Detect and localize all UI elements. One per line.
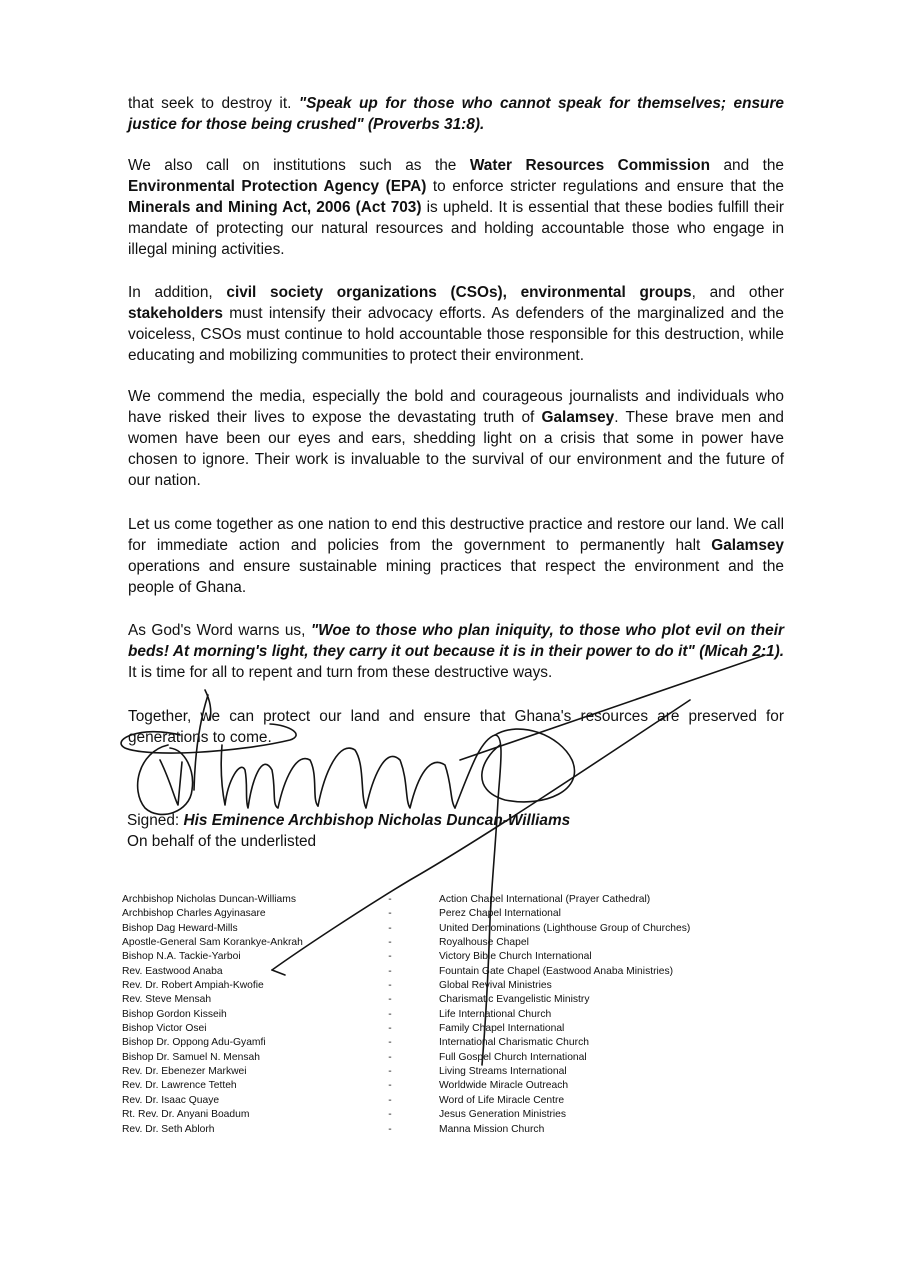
signatory-dash: - xyxy=(388,922,392,934)
paragraph-proverbs xyxy=(128,93,784,135)
signatory-church: Victory Bible Church International xyxy=(439,951,592,963)
p4-bold-galamsey: Galamsey xyxy=(541,409,615,426)
paragraph-media xyxy=(128,386,784,491)
signatory-name: Rev. Dr. Ebenezer Markwei xyxy=(122,1066,247,1078)
signatory-dash: - xyxy=(388,1109,392,1121)
signer-name: His Eminence Archbishop Nicholas Duncan-Williams xyxy=(183,812,571,829)
signatory-churches-column xyxy=(439,893,690,1137)
signature-oval xyxy=(138,745,193,814)
signatory-dash: - xyxy=(388,1008,392,1020)
signatory-name: Bishop Dr. Oppong Adu-Gyamfi xyxy=(122,1037,266,1049)
signatory-name: Rev. Dr. Robert Ampiah-Kwofie xyxy=(122,980,264,992)
p4-text-c: . These brave men and women have been our eyes and ears, shedding light on a crisis that some in power have chosen to ignore. Their work is invaluable to the survival of our environment and the future of our nation. xyxy=(128,409,784,489)
signatory-dash: - xyxy=(388,1123,392,1135)
signatory-name: Rev. Dr. Isaac Quaye xyxy=(122,1094,220,1106)
p2-bold-epa: Environmental Protection Agency (EPA) xyxy=(128,178,427,195)
signatory-dash: - xyxy=(388,1094,392,1106)
paragraph-closing xyxy=(128,706,784,748)
signatory-church: International Charismatic Church xyxy=(439,1037,589,1049)
signatory-dash: - xyxy=(388,1080,392,1092)
p1-intro: that seek to destroy it. xyxy=(128,95,299,112)
p5-text-a: Let us come together as one nation to end this destructive practice and restore our land. We call for immediate action and policies from the government to permanently halt xyxy=(128,516,784,554)
signatory-name: Archbishop Charles Agyinasare xyxy=(122,908,266,920)
signatory-dash: - xyxy=(388,1023,392,1035)
signatory-dash: - xyxy=(388,951,392,963)
on-behalf-line: On behalf of the underlisted xyxy=(127,833,317,850)
signatory-dash: - xyxy=(388,908,392,920)
signatory-dash: - xyxy=(388,965,392,977)
p5-bold-galamsey: Galamsey xyxy=(711,537,784,554)
signed-line xyxy=(127,810,570,831)
signatory-name: Rev. Dr. Lawrence Tetteh xyxy=(122,1080,237,1092)
signatory-dash: - xyxy=(388,937,392,949)
signatory-church: Family Chapel International xyxy=(439,1023,565,1035)
signed-label: Signed: xyxy=(127,812,184,829)
p3-text-d: must intensify their advocacy efforts. As defenders of the marginalized and the voiceless, CSOs must continue to hold accountable those responsible for this destruction, while educating and mobilizing communities to protect their environment. xyxy=(128,305,784,364)
paragraph-unity xyxy=(128,514,784,598)
p2-text-d: to enforce stricter regulations and ensure that the xyxy=(426,178,784,195)
signatory-church: Life International Church xyxy=(439,1008,552,1020)
p2-bold-act: Minerals and Mining Act, 2006 (Act 703) xyxy=(128,199,422,216)
p6-text-a: As God's Word warns us, xyxy=(128,622,311,639)
signatory-name: Bishop Gordon Kisseih xyxy=(122,1008,227,1020)
p5-text-c: operations and ensure sustainable mining practices that respect the environment and the people of Ghana. xyxy=(128,558,784,596)
signatory-name: Bishop N.A. Tackie-Yarboi xyxy=(122,951,241,963)
signatory-church: Full Gospel Church International xyxy=(439,1051,587,1063)
signatory-church: Worldwide Miracle Outreach xyxy=(439,1080,569,1092)
p2-text-e: is upheld. It is essential that these bodies fulfill their mandate of protecting our natural resources and holding accountable those who engage in illegal mining activities. xyxy=(128,199,784,258)
signatory-dashes-column xyxy=(384,893,396,1137)
signature-humps xyxy=(221,745,318,808)
p3-bold-csos: civil society organizations (CSOs), environmental groups xyxy=(226,284,692,301)
signatory-dash: - xyxy=(388,994,392,1006)
p2-bold-wrc: Water Resources Commission xyxy=(469,157,710,174)
signatory-church: United Denominations (Lighthouse Group of Churches) xyxy=(439,922,691,934)
signatory-dash: - xyxy=(388,894,392,905)
signatory-dash: - xyxy=(388,1037,392,1049)
signatory-name: Rev. Steve Mensah xyxy=(122,994,212,1006)
p3-bold-stakeholders: stakeholders xyxy=(128,305,223,322)
signatory-name: Rt. Rev. Dr. Anyani Boadum xyxy=(122,1109,250,1121)
paragraph-csos xyxy=(128,282,784,366)
paragraph-institutions xyxy=(128,155,784,260)
signatory-church: Fountain Gate Chapel (Eastwood Anaba Ministries) xyxy=(439,965,674,977)
closing-text: Together, we can protect our land and ensure that Ghana's resources are preserved for generations to come. xyxy=(128,708,784,746)
signatory-name: Rev. Dr. Seth Ablorh xyxy=(122,1123,215,1135)
signatory-church: Word of Life Miracle Centre xyxy=(439,1094,565,1106)
signatory-church: Manna Mission Church xyxy=(439,1123,545,1135)
p4-text-a: We commend the media, especially the bold and courageous journalists and individuals who have risked their lives to expose the devastating truth of xyxy=(128,388,784,426)
p6-text-c: It is time for all to repent and turn from these destructive ways. xyxy=(128,664,553,681)
proverbs-quote: "Speak up for those who cannot speak for themselves; ensure justice for those being crushed" (Proverbs 31:8). xyxy=(128,95,784,133)
signatory-church: Perez Chapel International xyxy=(439,908,561,920)
signatory-names-column xyxy=(122,893,303,1137)
p3-text-c: , and other xyxy=(691,284,785,301)
signatory-church: Royalhouse Chapel xyxy=(439,937,529,949)
micah-quote: "Woe to those who plan iniquity, to those who plot evil on their beds! At morning's light, they carry it out because it is in their power to do it" (Micah 2:1). xyxy=(128,622,784,660)
signatory-dash: - xyxy=(388,1066,392,1078)
p3-text-a: In addition, xyxy=(128,284,227,301)
signatory-name: Archbishop Nicholas Duncan-Williams xyxy=(122,894,296,905)
p2-text-a: We also call on institutions such as the xyxy=(128,157,470,174)
signatory-name: Rev. Eastwood Anaba xyxy=(122,965,223,977)
signatory-name: Bishop Victor Osei xyxy=(122,1023,207,1035)
signatory-dash: - xyxy=(388,1051,392,1063)
paragraph-micah xyxy=(128,620,784,683)
signatory-church: Global Revival Ministries xyxy=(439,980,552,992)
signatory-church: Living Streams International xyxy=(439,1066,567,1078)
signatory-dash: - xyxy=(388,980,392,992)
signatory-church: Jesus Generation Ministries xyxy=(439,1109,567,1121)
p2-text-c: and the xyxy=(709,157,784,174)
signature-humps-2 xyxy=(318,748,455,808)
signatory-name: Bishop Dag Heward-Mills xyxy=(122,922,238,934)
signatory-name: Bishop Dr. Samuel N. Mensah xyxy=(122,1051,260,1063)
signatory-church: Action Chapel International (Prayer Cathedral) xyxy=(439,894,651,905)
signatory-church: Charismatic Evangelistic Ministry xyxy=(439,994,590,1006)
signatory-name: Apostle-General Sam Korankye-Ankrah xyxy=(122,937,303,949)
